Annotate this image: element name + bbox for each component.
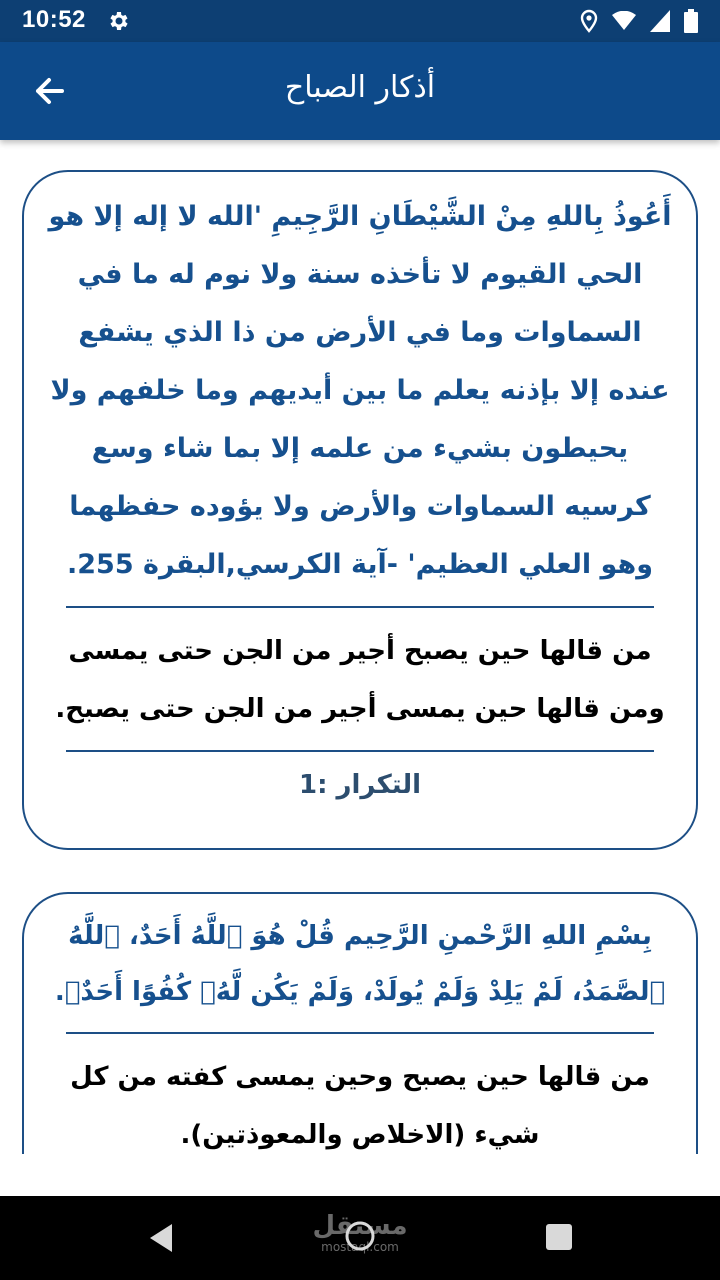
watermark-arabic: مستقل xyxy=(312,1211,408,1241)
signal-icon xyxy=(650,10,670,32)
content-bottom-gap xyxy=(0,1154,720,1196)
dhikr-card[interactable] xyxy=(22,170,698,850)
system-nav-bar xyxy=(0,1196,720,1280)
nav-home-icon[interactable] xyxy=(342,1218,378,1254)
wifi-icon xyxy=(612,11,636,31)
dhikr-list[interactable] xyxy=(0,140,720,1154)
location-icon xyxy=(580,9,598,33)
virtue-text: من قالها حين يصبح أجير من الجن حتى يمسى ومن قالها حين يمسى أجير من الجن حتى يصبح. xyxy=(55,636,665,724)
repeat-count: التكرار :1 xyxy=(298,770,421,800)
battery-icon xyxy=(684,9,698,33)
nav-back-icon[interactable] xyxy=(144,1220,180,1256)
status-icons xyxy=(580,8,698,34)
page-title: أذكار الصباح xyxy=(284,70,436,105)
status-time: 10:52 xyxy=(22,6,86,33)
gear-icon xyxy=(106,9,130,33)
dhikr-text: بِسْمِ اللهِ الرَّحْمنِ الرَّحِيم قُلْ هُوَ ٱللَّهُ أَحَدٌ، ٱللَّهُ ٱلصَّمَدُ، لَمْ يَلِدْ وَلَمْ يُولَدْ، وَلَمْ يَكُن لَّهُۥ كُفُوًا أَحَدٌۢ. xyxy=(54,921,666,1007)
watermark-url: mostaql.com xyxy=(321,1240,399,1254)
dhikr-card[interactable] xyxy=(22,892,698,1154)
virtue-text: من قالها حين يصبح وحين يمسى كفته من كل شيء (الاخلاص والمعوذتين). xyxy=(70,1062,650,1150)
app-bar xyxy=(0,42,720,140)
dhikr-text: أَعُوذُ بِاللهِ مِنْ الشَّيْطَانِ الرَّجِيمِ 'الله لا إله إلا هو الحي القيوم لا تأخذه سنة ولا نوم له ما في السماوات وما في الأرض من ذا الذي يشفع عنده إلا بإذنه يعلم ما بين أيديهم وما خلفهم ولا يحيطون بشيء من علمه إلا بما شاء وسع كرسيه السماوات والأرض ولا يؤوده حفظهما وهو العلي العظيم' -آية الكرسي,البقرة 255. xyxy=(48,201,672,580)
nav-recents-icon[interactable] xyxy=(542,1220,576,1254)
status-bar xyxy=(0,0,720,42)
